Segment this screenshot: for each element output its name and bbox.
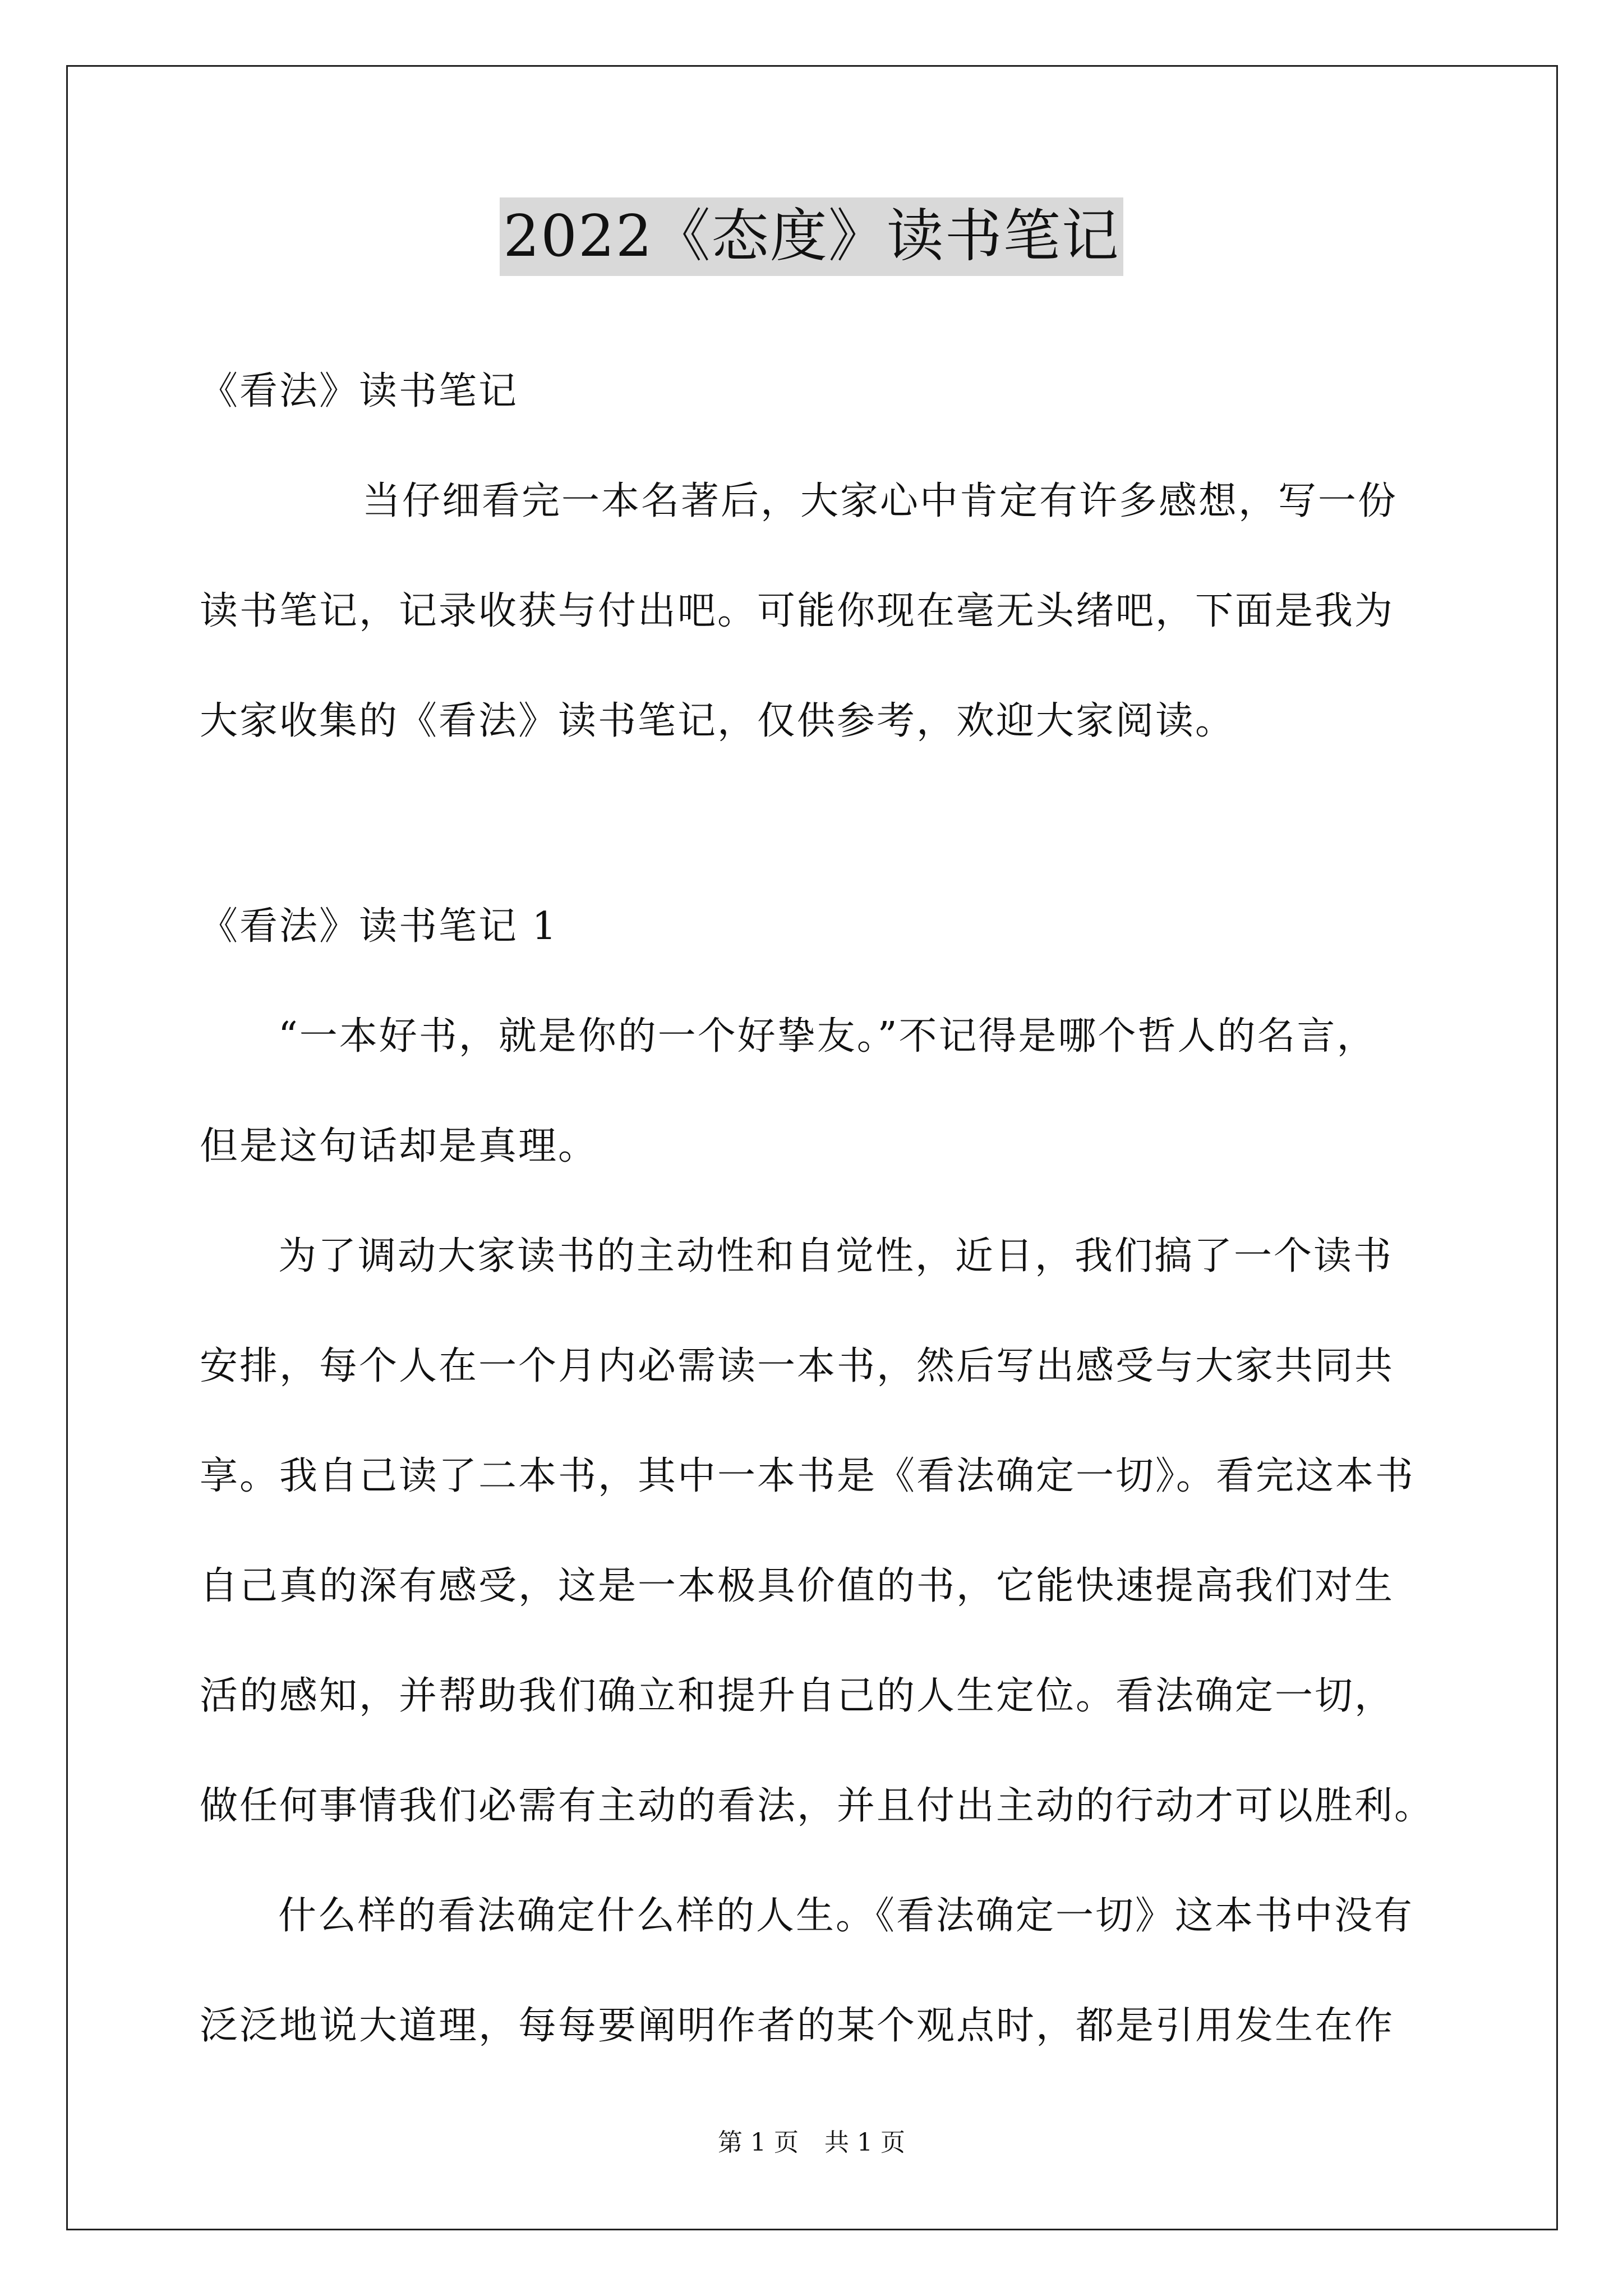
intro-line: 读书笔记，记录收获与付出吧。可能你现在毫无头绪吧，下面是我为: [200, 589, 1395, 633]
body-line: 享。我自己读了二本书，其中一本书是《看法确定一切》。看完这本书: [200, 1454, 1415, 1498]
intro-line: 当仔细看完一本名著后，大家心中肯定有许多感想，写一份: [362, 479, 1398, 523]
body-line: 安排，每个人在一个月内必需读一本书，然后写出感受与大家共同共: [200, 1344, 1395, 1388]
body-line: 自己真的深有感受，这是一本极具价值的书，它能快速提高我们对生: [200, 1564, 1395, 1608]
page-number-total: 共 1 页: [824, 2128, 905, 2157]
page-number-current: 第 1 页: [718, 2128, 799, 2157]
paragraph-gap: [200, 776, 1433, 872]
body-line: 但是这句话却是真理。: [200, 1124, 598, 1168]
body-line: 活的感知，并帮助我们确立和提升自己的人生定位。看法确定一切，: [200, 1674, 1395, 1718]
intro-line: 大家收集的《看法》读书笔记，仅供参考，欢迎大家阅读。: [200, 699, 1235, 743]
body-line: “一本好书，就是你的一个好挚友。”不记得是哪个哲人的名言，: [278, 1014, 1377, 1059]
body-line: 做任何事情我们必需有主动的看法，并且付出主动的行动才可以胜利。: [200, 1784, 1435, 1828]
body-line: 什么样的看法确定什么样的人生。《看法确定一切》这本书中没有: [278, 1894, 1414, 1938]
intro-heading: 《看法》读书笔记: [200, 369, 519, 413]
body-line: 为了调动大家读书的主动性和自觉性，近日，我们搞了一个读书: [278, 1234, 1394, 1278]
title-container: [0, 197, 1623, 276]
document-body: [200, 337, 1433, 2081]
page-footer: [0, 2126, 1623, 2160]
document-title: 2022《态度》读书笔记: [500, 197, 1123, 276]
body-line: 泛泛地说大道理，每每要阐明作者的某个观点时，都是引用发生在作: [200, 2004, 1395, 2048]
section-heading: 《看法》读书笔记 1: [200, 904, 558, 949]
